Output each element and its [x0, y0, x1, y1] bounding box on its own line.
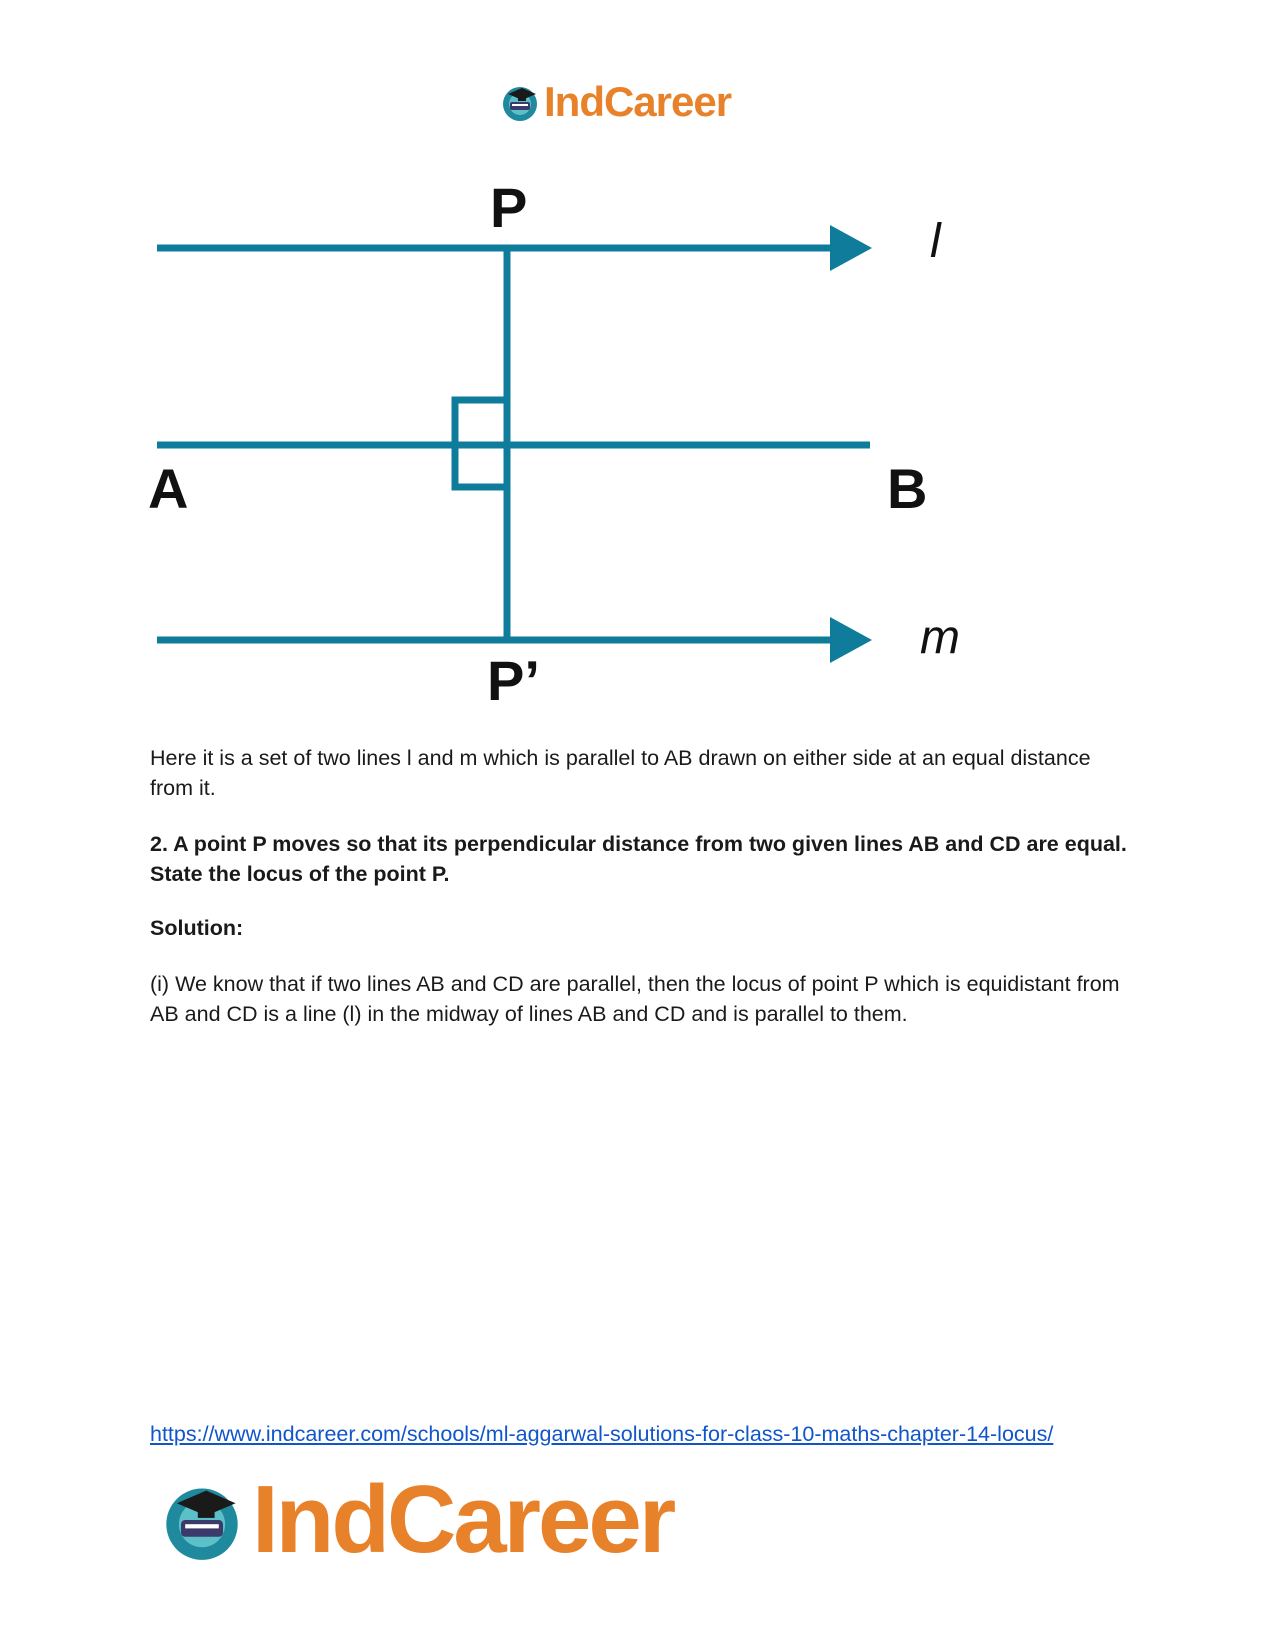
footer-logo-text: IndCareer [252, 1466, 674, 1573]
label-p-prime: P’ [487, 649, 540, 712]
question-2: 2. A point P moves so that its perpendicular distance from two given lines AB and CD are equal. State the locus of the point P. [150, 832, 1127, 886]
source-link[interactable]: https://www.indcareer.com/schools/ml-aggarwal-solutions-for-class-10-maths-chapter-14-locus/ [150, 1422, 1054, 1446]
label-l: l [930, 215, 941, 268]
label-m: m [920, 611, 960, 664]
header-logo [500, 78, 731, 126]
arrow-head-m [830, 617, 872, 663]
footer-logo [160, 1465, 673, 1575]
solution-heading: Solution: [150, 916, 244, 940]
label-a: A [148, 457, 189, 520]
graduation-cap-globe-icon [500, 82, 540, 122]
locus-diagram [130, 165, 960, 712]
arrow-head-l [830, 225, 872, 271]
label-p: P [490, 176, 528, 239]
header-logo-text: IndCareer [544, 78, 732, 125]
label-b: B [887, 457, 928, 520]
paragraph-1: Here it is a set of two lines l and m which is parallel to AB drawn on either side at an equal distance from it. [150, 746, 1091, 800]
graduation-cap-globe-icon [160, 1478, 244, 1562]
paragraph-2: (i) We know that if two lines AB and CD are parallel, then the locus of point P which is equidistant from AB and CD is a line (l) in the midway of lines AB and CD and is parallel to them. [150, 972, 1120, 1026]
